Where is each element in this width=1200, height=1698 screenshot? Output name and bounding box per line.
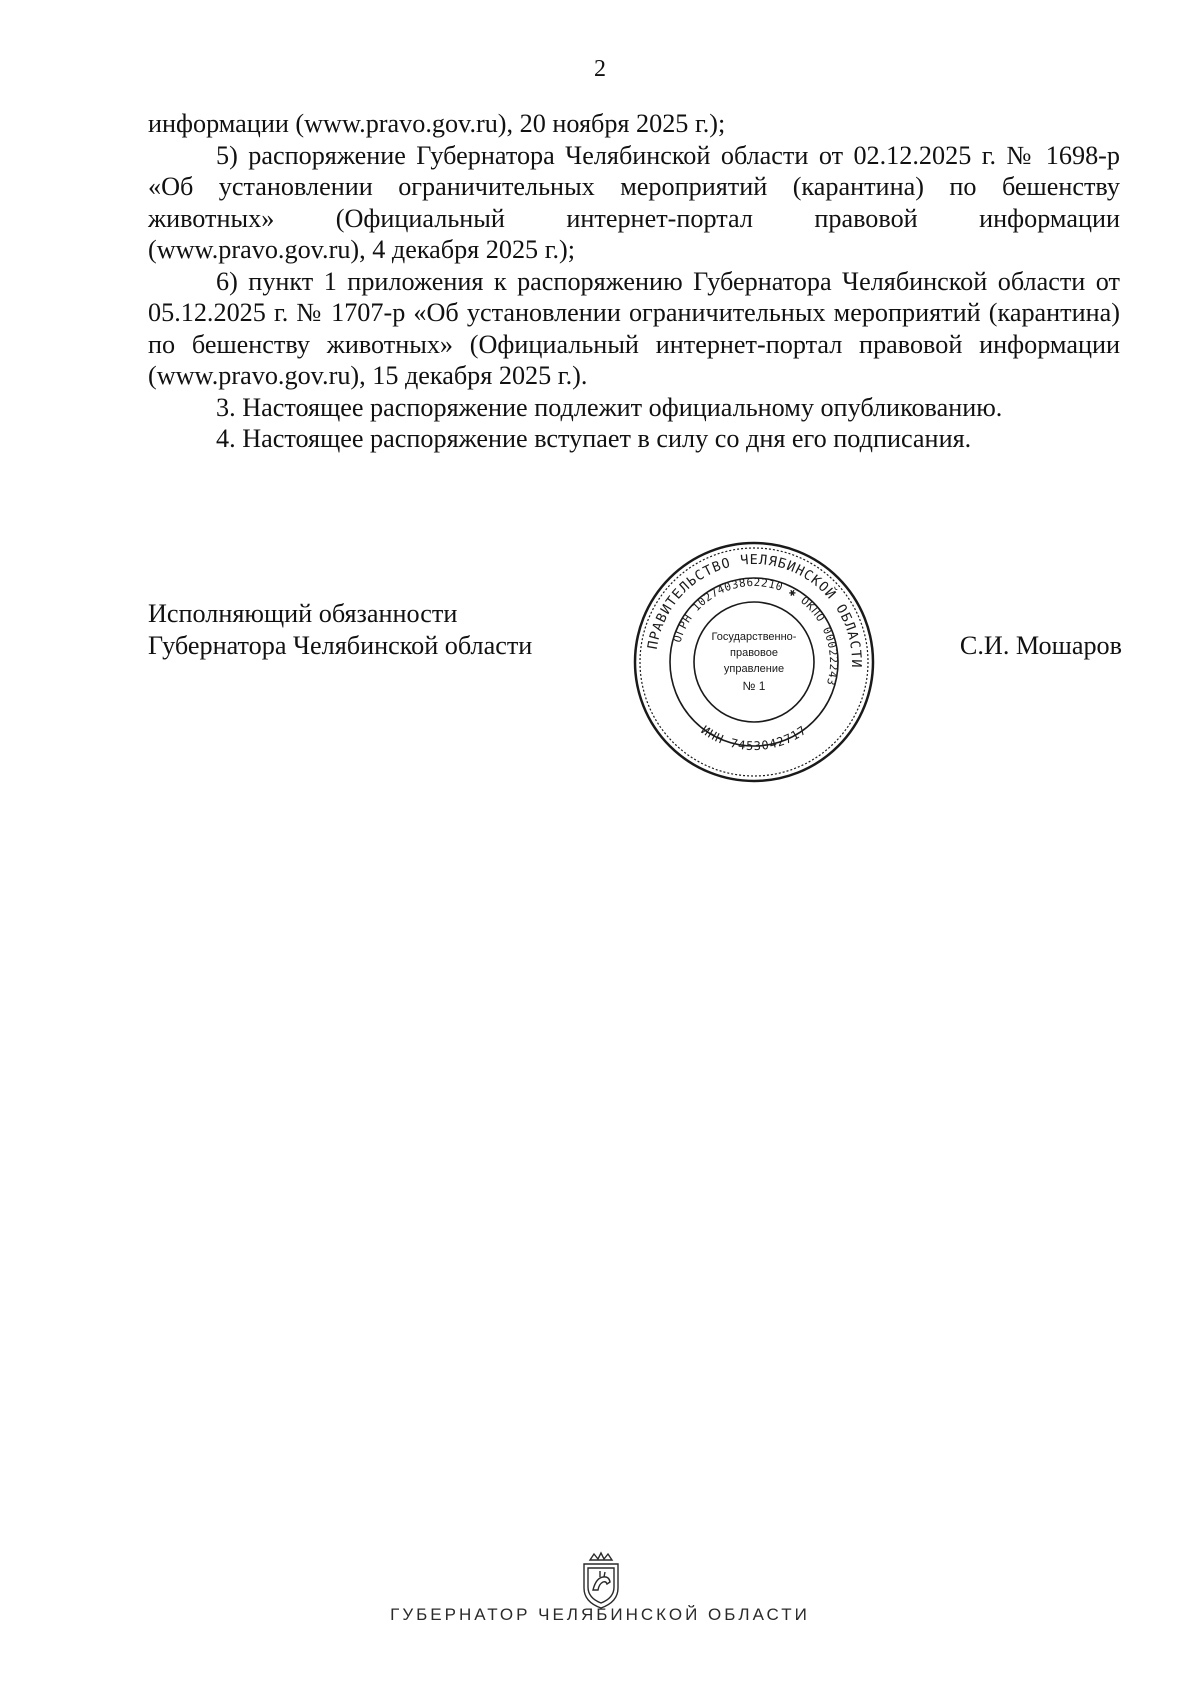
document-body	[148, 108, 1120, 455]
page-number: 2	[594, 56, 606, 82]
seal-middle-text: ОГРН 1027403862210 ✱ ОКПО 00022243	[670, 575, 841, 688]
paragraph-continuation: информации (www.pravo.gov.ru), 20 ноября 2025 г.);	[148, 109, 726, 138]
seal-center-line-1: Государственно-	[711, 631, 797, 643]
paragraph-item-5: 5) распоряжение Губернатора Челябинской области от 02.12.2025 г. № 1698-р «Об установлении ограничительных мероприятий (карантина) по бешенству животных» (Официальный интернет-портал правовой информации (www.pravo.gov.ru), 4 декабря 2025 г.);	[148, 140, 1120, 264]
signer-name: С.И. Мошаров	[959, 631, 1122, 660]
seal-center-line-3: управление	[723, 663, 785, 675]
seal-center-line-2: правовое	[730, 647, 778, 659]
signer-title-line-2: Губернатора Челябинской области	[148, 631, 533, 660]
paragraph-clause-4: 4. Настоящее распоряжение вступает в силу со дня его подписания.	[216, 424, 972, 453]
seal-bottom-text: ИНН 7453042717	[698, 722, 810, 754]
svg-text:ИНН 7453042717	[699, 723, 810, 753]
footer-caption: ГУБЕРНАТОР ЧЕЛЯБИНСКОЙ ОБЛАСТИ	[390, 1605, 810, 1624]
official-seal-stamp	[632, 540, 876, 784]
coat-of-arms-icon	[576, 1550, 626, 1612]
paragraph-item-6: 6) пункт 1 приложения к распоряжению Губернатора Челябинской области от 05.12.2025 г. № 1707-р «Об установлении ограничительных мероприятий (карантина) по бешенству животных» (Официальный интернет-портал правовой информации (www.pravo.gov.ru), 15 декабря 2025 г.).	[148, 266, 1120, 390]
seal-outer-text: ПРАВИТЕЛЬСТВО ЧЕЛЯБИНСКОЙ ОБЛАСТИ	[644, 551, 865, 669]
signer-title	[148, 598, 532, 662]
signer-title-line-1: Исполняющий обязанности	[148, 599, 458, 628]
paragraph-clause-3: 3. Настоящее распоряжение подлежит официальному опубликованию.	[216, 392, 1003, 422]
seal-center-line-4: № 1	[742, 679, 766, 693]
